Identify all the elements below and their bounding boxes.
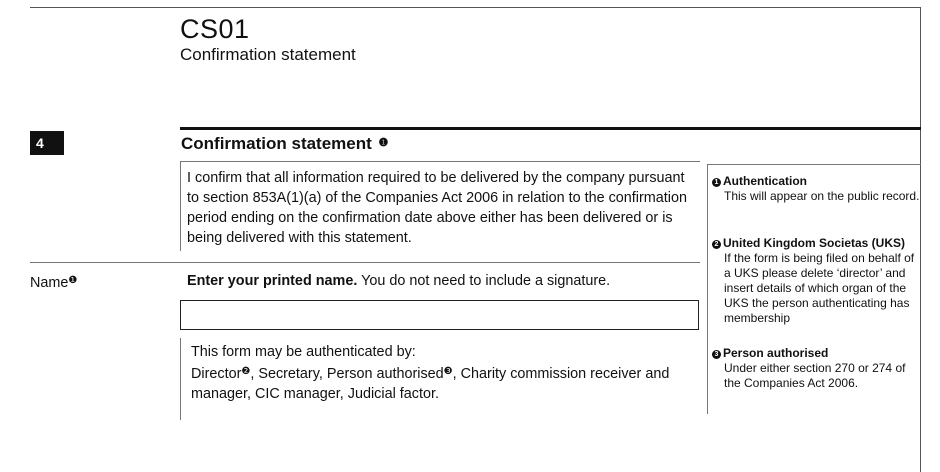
name-instruction-bold: Enter your printed name.: [187, 273, 358, 289]
role-director: Director: [191, 366, 242, 382]
name-instruction: [187, 271, 610, 291]
note-2-heading-text: United Kingdom Societas (UKS): [723, 236, 906, 250]
note-3-marker: 3: [712, 350, 721, 359]
form-title: Confirmation statement: [180, 45, 356, 64]
roles-rest: , Charity commission receiver and manager, CIC manager, Judicial factor.: [191, 366, 670, 402]
form-code: CS01: [180, 14, 250, 44]
authenticated-by-text: [191, 342, 691, 404]
section-title-note-marker: ❶: [378, 137, 389, 149]
note-2-marker: 2: [712, 240, 721, 249]
director-note-marker: ❷: [241, 366, 251, 377]
frame-top-border: [30, 7, 920, 8]
section-rule: [180, 127, 921, 130]
printed-name-input[interactable]: [180, 300, 699, 330]
note-authentication-body: This will appear on the public record.: [724, 189, 920, 203]
note-authentication-heading: [712, 174, 922, 189]
notes-box-left: [707, 164, 708, 414]
name-label: [30, 271, 77, 293]
authenticated-by-roles: [191, 362, 691, 404]
name-row-divider: [30, 262, 700, 263]
auth-box-left: [180, 338, 181, 420]
section-title-text: Confirmation statement: [181, 134, 372, 153]
section-title: [181, 134, 388, 154]
confirm-box-left: [180, 161, 181, 251]
name-label-note-marker: ❶: [68, 275, 78, 286]
note-person-authorised-heading: [712, 346, 922, 361]
person-authorised-note-marker: ❸: [443, 366, 453, 377]
confirm-box-top: [180, 161, 700, 162]
name-label-text: Name: [30, 275, 69, 291]
note-person-authorised: [712, 346, 922, 391]
note-3-heading-text: Person authorised: [723, 346, 829, 360]
note-uks: [712, 236, 922, 326]
note-1-marker: 1: [712, 178, 721, 187]
roles-mid: , Secretary, Person authorised: [250, 366, 444, 382]
confirmation-text: I confirm that all information required to be delivered by the company pursuant to section 853A(1)(a) of the Companies Act 2006 in relation to the confirmation period ending on the confirmation date above either has been delivered or is being delivered with this statement.: [187, 170, 687, 246]
notes-box-top: [707, 164, 921, 165]
note-person-authorised-body: Under either section 270 or 274 of the Companies Act 2006.: [724, 361, 906, 390]
note-uks-heading: [712, 236, 922, 251]
note-uks-body: If the form is being filed on behalf of a UKS please delete ‘director’ and insert details of which organ of the UKS the person authenticating has membership: [724, 251, 915, 325]
name-instruction-rest: You do not need to include a signature.: [357, 273, 611, 289]
note-authentication: [712, 174, 922, 204]
authenticated-by-line1: This form may be authenticated by:: [191, 344, 416, 360]
section-number: 4: [30, 131, 64, 155]
note-1-heading-text: Authentication: [723, 174, 807, 188]
